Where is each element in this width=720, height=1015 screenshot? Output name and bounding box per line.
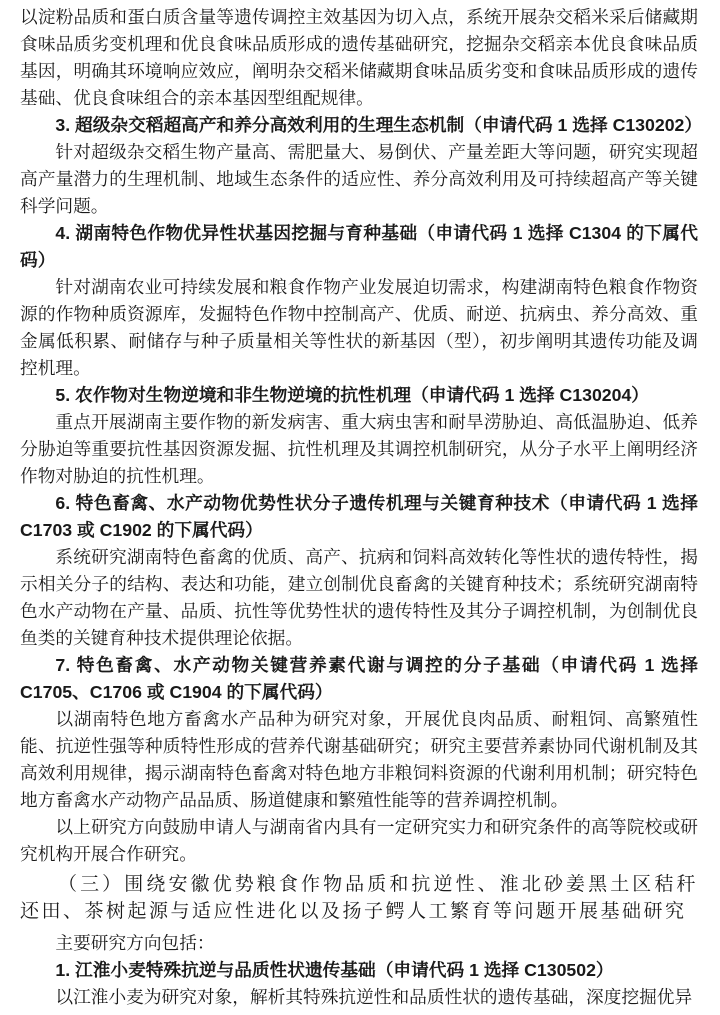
paragraph: 以湖南特色地方畜禽水产品种为研究对象，开展优良肉品质、耐粗饲、高繁殖性能、抗逆性强等种质特性形成的营养代谢基础研究；研究主要营养素协同代谢机制及其高效利用规律，揭示湖南特色畜禽对特色地方非粮饲料资源的代谢利用机制；研究特色地方畜禽水产动物产品品质、肠道健康和繁殖性能等的营养调控机制。 [20, 709, 698, 810]
paragraph-cooperation-note: 以上研究方向鼓励申请人与湖南省内具有一定研究实力和研究条件的高等院校或研究机构开展合作研究。 [20, 817, 698, 864]
numbered-heading-4: 4. 湖南特色作物优异性状基因挖掘与育种基础（申请代码 1 选择 C1304 的下属代码） [20, 223, 698, 270]
paragraph: 以江淮小麦为研究对象，解析其特殊抗逆性和品质性状的遗传基础，深度挖掘优异 [55, 987, 693, 1007]
section-heading-3: （三）围绕安徽优势粮食作物品质和抗逆性、淮北砂姜黑土区秸秆还田、茶树起源与适应性进化以及扬子鳄人工繁育等问题开展基础研究 [20, 874, 698, 922]
paragraph: 系统研究湖南特色畜禽的优质、高产、抗病和饲料高效转化等性状的遗传特性，揭示相关分子的结构、表达和功能，建立创制优良畜禽的关键育种技术；系统研究湖南特色水产动物在产量、品质、抗性等优势性状的遗传特性及其分子调控机制，为创制优良鱼类的关键育种技术提供理论依据。 [20, 547, 698, 648]
numbered-heading-6: 6. 特色畜禽、水产动物优势性状分子遗传机理与关键育种技术（申请代码 1 选择 C1703 或 C1902 的下属代码） [20, 493, 698, 540]
numbered-heading-7: 7. 特色畜禽、水产动物关键营养素代谢与调控的分子基础（申请代码 1 选择 C1705、C1706 或 C1904 的下属代码） [20, 655, 698, 702]
numbered-heading-3: 3. 超级杂交稻超高产和养分高效利用的生理生态机制（申请代码 1 选择 C130202） [55, 115, 703, 135]
numbered-heading-1: 1. 江淮小麦特殊抗逆与品质性状遗传基础（申请代码 1 选择 C130502） [55, 960, 614, 980]
paragraph: 重点开展湖南主要作物的新发病害、重大病虫害和耐旱涝胁迫、高低温胁迫、低养分胁迫等重要抗性基因资源发掘、抗性机理及其调控机制研究，从分子水平上阐明经济作物对胁迫的抗性机理。 [20, 412, 698, 486]
paragraph-continuation: 以淀粉品质和蛋白质含量等遗传调控主效基因为切入点，系统开展杂交稻米采后储藏期食味品质劣变机理和优良食味品质形成的遗传基础研究，挖掘杂交稻亲本优良食味品质基因，明确其环境响应效应，阐明杂交稻米储藏期食味品质劣变和食味品质形成的遗传基础、优良食味组合的亲本基因型组配规律。 [20, 7, 698, 108]
paragraph-directions-intro: 主要研究方向包括： [55, 933, 215, 953]
numbered-heading-5: 5. 农作物对生物逆境和非生物逆境的抗性机理（申请代码 1 选择 C130204） [55, 385, 649, 405]
paragraph: 针对超级杂交稻生物产量高、需肥量大、易倒伏、产量差距大等问题，研究实现超高产量潜力的生理机制、地域生态条件的适应性、养分高效利用及可持续超高产等关键科学问题。 [20, 142, 698, 216]
paragraph: 针对湖南农业可持续发展和粮食作物产业发展迫切需求，构建湖南特色粮食作物资源的作物种质资源库，发掘特色作物中控制高产、优质、耐逆、抗病虫、养分高效、重金属低积累、耐储存与种子质量相关等性状的新基因（型），初步阐明其遗传功能及调控机理。 [20, 277, 698, 378]
